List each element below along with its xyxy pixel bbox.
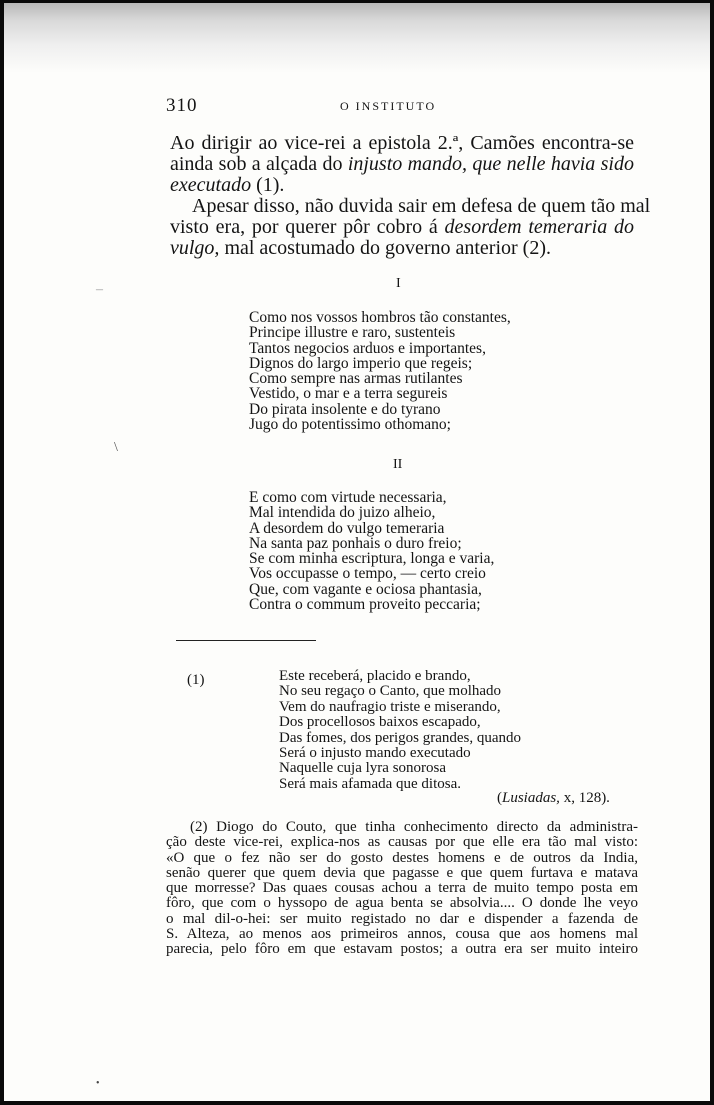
footnote-2-line: parecia, pelo fôro em que estavam postos; a outra era ser muito inteiro — [166, 941, 638, 958]
paragraph-1 — [170, 133, 634, 196]
footnote-2-line: que morresse? Das quaes cousas achou a terra de muito tempo posta em — [166, 880, 638, 897]
stanza-1 — [249, 310, 511, 432]
verse-line: Se com minha escriptura, longa e varia, — [249, 550, 495, 568]
footnote-verse-line: Este receberá, placido e brando, — [279, 668, 471, 684]
footnote-2-line: (2) Diogo do Couto, que tinha conhecimento directo da administra- — [190, 819, 638, 835]
verse-line: Que, com vagante e ociosa phantasia, — [249, 580, 482, 598]
stanza-numeral-2: II — [393, 457, 403, 472]
footnote-verse-line: Será o injusto mando executado — [279, 745, 471, 762]
footnote-2-line: fôro, que com o hyssopo de agua benta se absolvia.... O donde lhe veyo — [166, 895, 638, 912]
paragraph-2-line-1: Apesar disso, não duvida sair em defesa de quem tão mal — [192, 195, 651, 217]
footnote-2-line: o mal dil-o-hei: ser muito registado no dar e dispender a fazenda de — [166, 910, 638, 927]
footnote-1-verse — [279, 669, 521, 792]
footnote-verse-line: Será mais afamada que ditosa. — [279, 775, 462, 792]
paragraph-1-line-2: ainda sob a alçada do injusto mando, que nelle havia sido — [170, 153, 634, 175]
stanza-numeral-1: I — [396, 276, 401, 291]
verse-line: Contra o commum proveito peccaria; — [249, 596, 481, 614]
footnote-verse-line: No seu regaço o Canto, que molhado — [279, 683, 502, 700]
paragraph-1-line-1: Ao dirigir ao vice-rei a epistola 2.ª, Camões encontra-se — [170, 132, 634, 154]
footnote-rule — [176, 640, 316, 641]
scan-shadow — [4, 3, 710, 73]
footnote-verse-line: Das fomes, dos perigos grandes, quando — [279, 729, 522, 746]
footnote-1-citation: (Lusiadas, x, 128). — [497, 790, 610, 806]
footnote-2-line: senão querer que quem devia que pagasse e que quem furtava e matava — [166, 864, 638, 881]
verse-line: E como com virtude necessaria, — [249, 489, 447, 506]
footnote-2-line: ção deste vice-rei, explica-nos as causas por que elle era tão mal visto: — [166, 834, 638, 851]
verse-line: Na santa paz ponhais o duro freio; — [249, 534, 462, 552]
page-number: 310 — [166, 95, 198, 116]
paragraph-2 — [170, 195, 651, 259]
verse-line: Do pirata insolente e do tyrano — [249, 400, 441, 418]
scan-mark: • — [96, 1078, 100, 1089]
paragraph-1-line-3: executado (1). — [170, 174, 285, 196]
verse-line: Dignos do largo imperio que regeis; — [249, 354, 473, 372]
footnote-2-line: «O que o fez não ser do gosto destes homens e de outros da India, — [166, 849, 638, 866]
verse-line: Tantos negocios arduos e importantes, — [249, 339, 486, 357]
footnote-2 — [166, 820, 638, 958]
footnote-2-line: S. Alteza, ao menos aos primeiros annos, cousa que aos homens mal — [166, 926, 638, 943]
running-title: O INSTITUTO — [340, 99, 437, 113]
verse-line: Principe illustre e raro, sustenteis — [249, 324, 456, 342]
paragraph-2-line-2: visto era, por querer pôr cobro á desordem temeraria do — [170, 216, 634, 238]
verse-line: Como sempre nas armas rutilantes — [249, 370, 463, 388]
footnote-1-marker: (1) — [187, 672, 205, 688]
verse-line: A desordem do vulgo temeraria — [249, 519, 445, 537]
verse-line: Vos occupasse o tempo, — certo creio — [249, 565, 486, 583]
verse-line: Vestido, o mar e a terra segureis — [249, 385, 448, 403]
scan-mark: \ — [114, 440, 118, 455]
scan-mark: – — [96, 282, 103, 297]
footnote-verse-line: Naquelle cuja lyra sonorosa — [279, 760, 447, 777]
verse-line: Jugo do potentissimo othomano; — [249, 416, 451, 434]
footnote-verse-line: Vem do naufragio triste e miserando, — [279, 698, 501, 715]
stanza-2 — [249, 490, 494, 612]
footnote-verse-line: Dos procellosos baixos escapado, — [279, 714, 481, 731]
verse-line: Mal intendida do juizo alheio, — [249, 504, 436, 522]
paragraph-2-line-3: vulgo, mal acostumado do governo anterior (2). — [170, 237, 551, 259]
verse-line: Como nos vossos hombros tão constantes, — [249, 309, 511, 326]
